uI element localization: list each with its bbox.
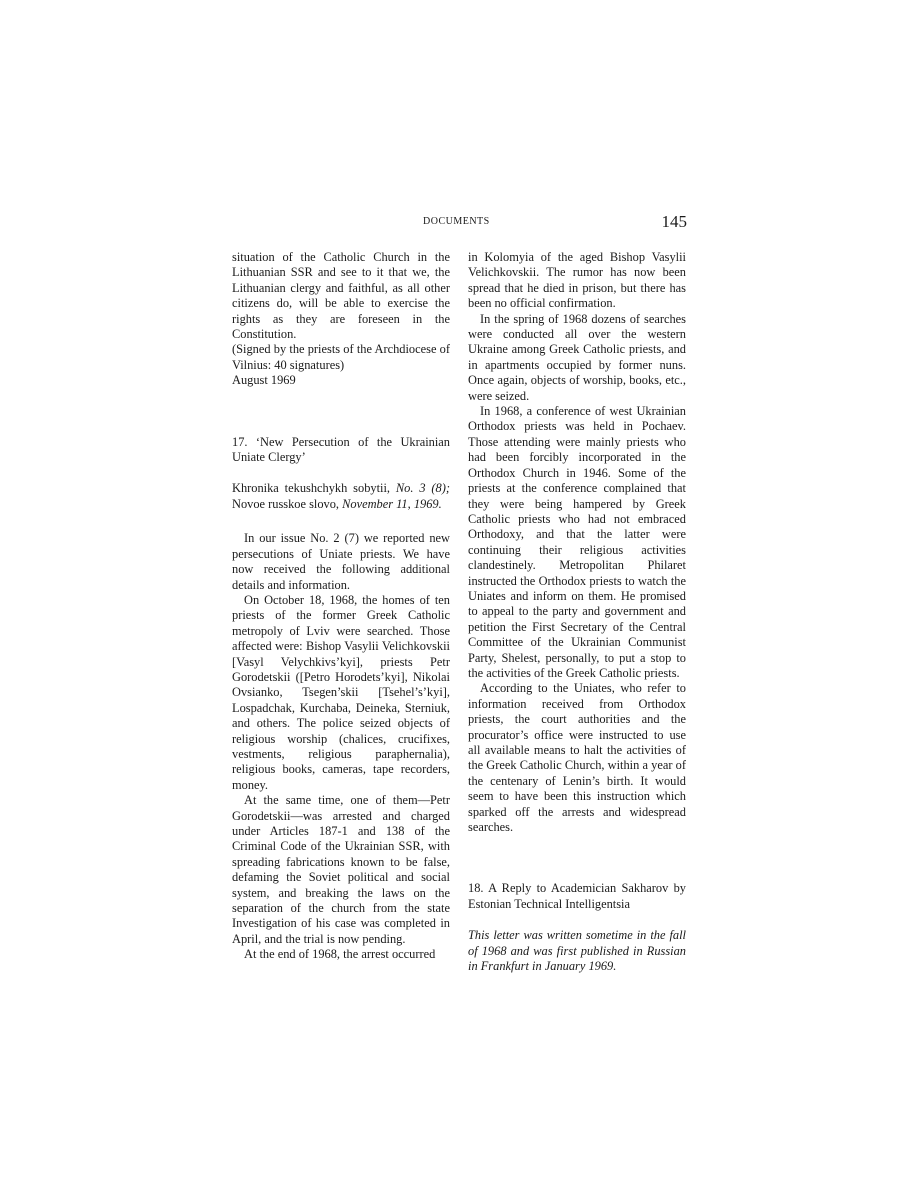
paragraph: On October 18, 1968, the homes of ten priests of the former Greek Catholic metropoly of Lviv were searched. Those affected were: Bishop Vasylii Velichkovskii [Vasyl Velychkivs’kyi], priests Petr Gorodetskii ([Petro Horodets’kyi], Nikolai Ovsianko, Tsegen’skii [Tsehel’s’kyi], Lospadchak, Kurchaba, Deineka, Sterniuk, and others. The police seized objects of religious worship (chalices, crucifixes, vestments, religious paraphernalia), religious books, cameras, tape recorders, money. [232, 592, 450, 792]
left-column [232, 250, 450, 963]
paragraph: At the end of 1968, the arrest occurred [244, 947, 436, 962]
editorial-note: This letter was written sometime in the fall of 1968 and was first published in Russian in Frankfurt in January 1969. [468, 928, 686, 974]
paragraph: In our issue No. 2 (7) we reported new persecutions of Uniate priests. We have now received the following additional details and information. [232, 531, 450, 592]
paragraph: In 1968, a conference of west Ukrainian Orthodox priests was held in Pochaev. Those attending were mainly priests who had been forcibly incorporated in the Orthodox Church in 1946. Some of the priests at the conference complained that they were being hampered by Greek Catholic priests who had not embraced Orthodoxy, and that the latter were continuing their religious activities clandestinely. Metropolitan Philaret instructed the Orthodox priests to watch the Uniates and inform on them. He promised to appeal to the party and government and petition the First Secretary of the Central Committee of the Ukrainian Communist Party, Shelest, personally, to put a stop to the activities of the Greek Catholic priests. [468, 404, 686, 680]
paragraph: in Kolomyia of the aged Bishop Vasylii Velichkovskii. The rumor has now been spread that he died in prison, but there has been no official confirmation. [468, 250, 686, 311]
right-column [468, 250, 686, 974]
document-heading-18: 18. A Reply to Academician Sakharov by Estonian Technical Intelligentsia [468, 881, 686, 911]
paragraph: At the same time, one of them—Petr Gorodetskii—was arrested and charged under Articles 187-1 and 138 of the Criminal Code of the Ukrainian SSR, with spreading fabrications known to be false, defaming the Soviet political and social system, and breaking the laws on the separation of the church from the state Investigation of his case was completed in April, and the trial is now pending. [232, 793, 450, 946]
running-head: DOCUMENTS [423, 216, 490, 227]
letter-date: August 1969 [232, 373, 296, 388]
document-heading-17: 17. ‘New Persecution of the Ukrainian Uniate Clergy’ [232, 434, 450, 465]
page-header [231, 212, 687, 234]
paragraph: According to the Uniates, who refer to information received from Orthodox priests, the court authorities and the procurator’s office were instructed to use all available means to halt the activities of the Greek Catholic Church, within a year of the centenary of Lenin’s birth. It would seem to have been this instruction which sparked off the arrests and widespread searches. [468, 681, 686, 835]
page-number: 145 [661, 212, 687, 231]
signature-line: (Signed by the priests of the Archdiocese of Vilnius: 40 signatures) [232, 342, 450, 372]
source-citation: Khronika tekushchykh sobytii, No. 3 (8); Novoe russkoe slovo, November 11, 1969. [232, 481, 450, 511]
paragraph: situation of the Catholic Church in the Lithuanian SSR and see to it that we, the Lithuanian clergy and faithful, as all other citizens do, will be able to exercise the rights as they are foreseen in the Constitution. [232, 250, 450, 342]
paragraph: In the spring of 1968 dozens of searches were conducted all over the western Ukraine among Greek Catholic priests, and in apartments occupied by former nuns. Once again, objects of worship, books, etc., were seized. [468, 311, 686, 403]
